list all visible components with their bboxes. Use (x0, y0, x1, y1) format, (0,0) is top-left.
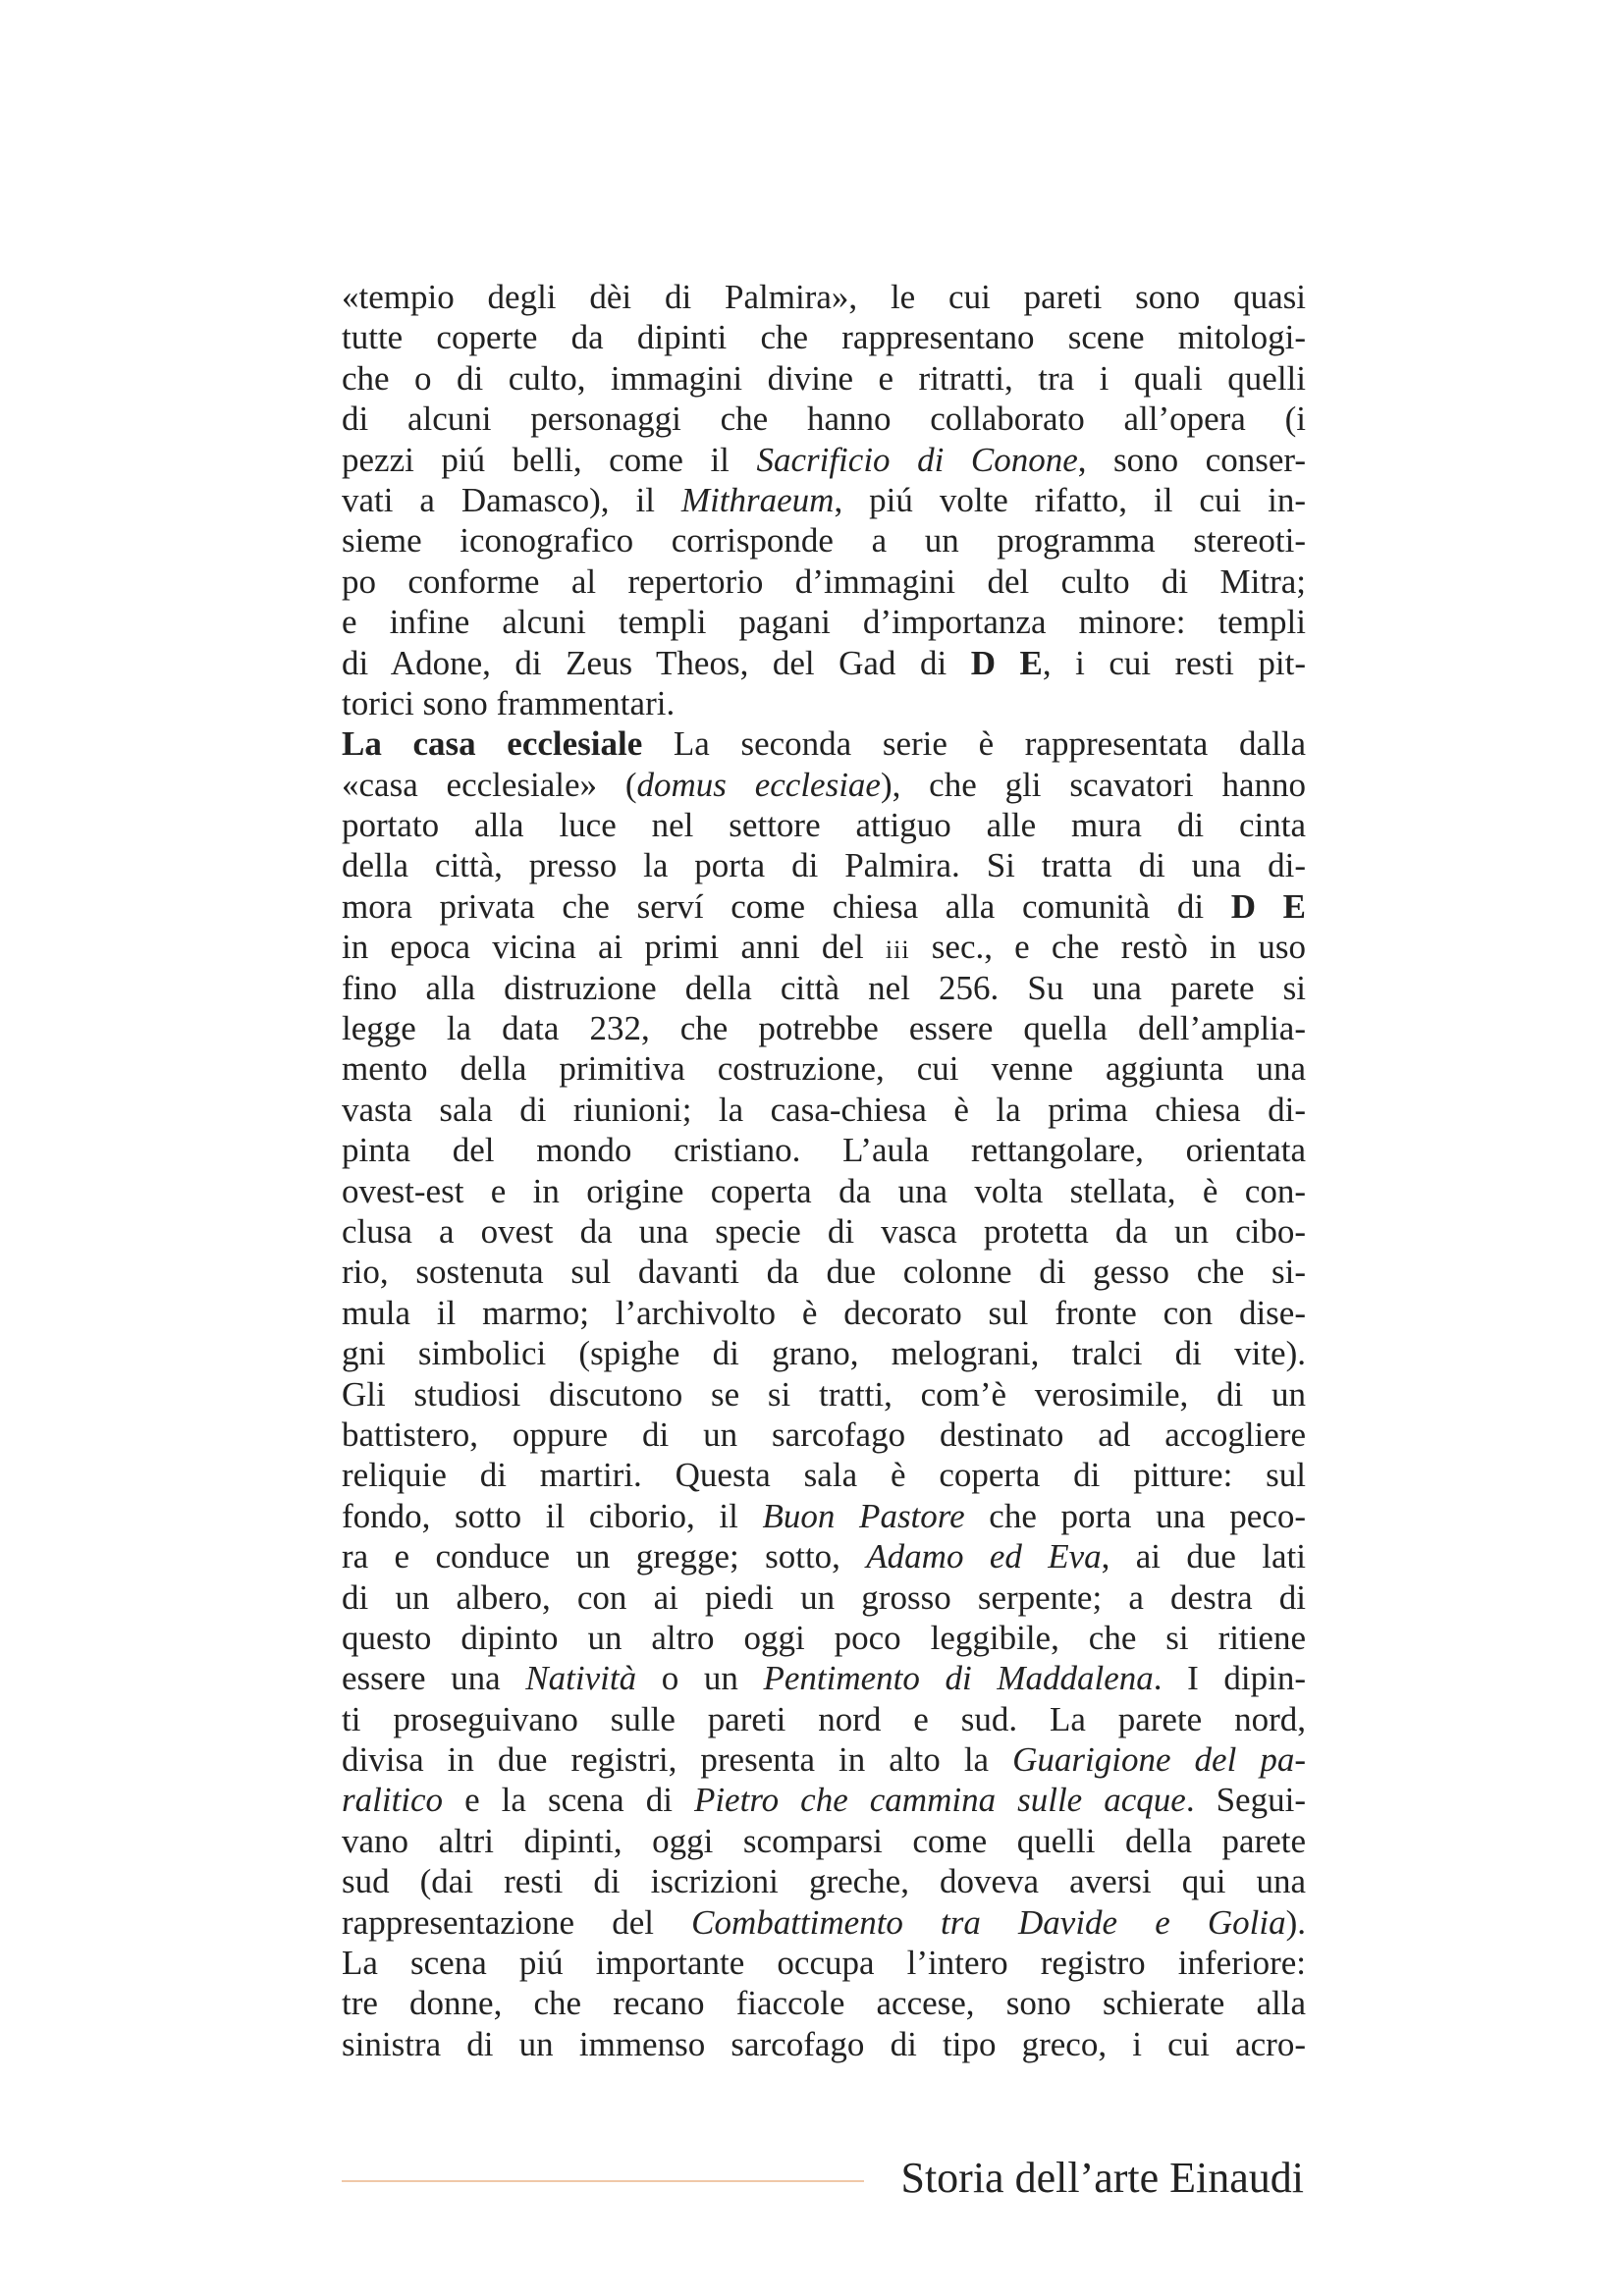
text-run: sinistra di un immenso sarcofago di tipo greco, i cui acro- (342, 2024, 1306, 2063)
text-run: sud (dai resti di iscrizioni greche, doveva aversi qui una (342, 1862, 1306, 1901)
text-run: , i cui resti pit- (1042, 643, 1306, 682)
text-run: vati a Damasco), il (342, 480, 681, 519)
text-run: mula il marmo; l’archivolto è decorato sul fronte con dise- (342, 1293, 1306, 1332)
text-run: La scena piú importante occupa l’intero registro inferiore: (342, 1944, 1306, 1983)
text-line (342, 1943, 1306, 1983)
text-run: essere una (342, 1659, 526, 1698)
italic-title: Mithraeum (680, 480, 835, 519)
text-run: po conforme al repertorio d’immagini del culto di Mitra; (342, 561, 1306, 601)
text-run: , piú volte rifatto, il cui in- (834, 480, 1306, 519)
text-run: mento della primitiva costruzione, cui venne aggiunta una (342, 1049, 1306, 1089)
text-line (342, 1658, 1306, 1698)
text-run: e la scena di (443, 1781, 694, 1820)
text-line (342, 480, 1306, 520)
text-run: torici sono frammentari. (342, 683, 676, 722)
text-line (342, 1415, 1306, 1455)
text-run: rio, sostenuta sul davanti da due colonne di gesso che si- (342, 1253, 1306, 1292)
text-line (342, 1821, 1306, 1861)
text-run: «tempio degli dèi di Palmira», le cui pareti sono quasi (342, 278, 1306, 316)
text-run: vano altri dipinti, oggi scomparsi come quelli della parete (342, 1821, 1306, 1860)
text-run: ti proseguivano sulle pareti nord e sud. La parete nord, (342, 1699, 1306, 1738)
text-run: tre donne, che recano fiaccole accese, sono schierate alla (342, 1984, 1306, 2023)
italic-title: Pentimento di Maddalena (763, 1659, 1154, 1698)
body-text (342, 277, 1306, 2064)
footer-title: Storia dell’arte Einaudi (900, 2154, 1304, 2202)
text-run: di alcuni personaggi che hanno collaborato all’opera (i (342, 400, 1306, 439)
bold-term: La casa ecclesiale (342, 724, 643, 764)
text-run: La seconda serie è rappresentata dalla (642, 724, 1306, 764)
text-line (342, 1699, 1306, 1739)
text-line (342, 1130, 1306, 1170)
text-line (342, 1577, 1306, 1618)
text-run: sec., e che restò in uso (909, 928, 1306, 967)
text-line (342, 927, 1306, 967)
text-run: ovest-est e in origine coperta da una volta stellata, è con- (342, 1171, 1306, 1210)
text-run: pezzi piú belli, come il (342, 440, 757, 479)
text-line (342, 1739, 1306, 1780)
text-run: portato alla luce nel settore attiguo alle mura di cinta (342, 806, 1306, 845)
text-run: . I dipin- (1153, 1659, 1307, 1698)
text-line (342, 358, 1306, 399)
text-run: mora privata che serví come chiesa alla comunità di (342, 886, 1231, 926)
text-run: o un (636, 1659, 764, 1698)
text-line (342, 277, 1306, 317)
bold-term: D E (970, 643, 1043, 682)
text-line (342, 1048, 1306, 1089)
text-line (342, 683, 1306, 723)
italic-title: Combattimento tra Davide e Golia (691, 1902, 1286, 1942)
text-run: battistero, oppure di un sarcofago destinato ad accogliere (342, 1415, 1306, 1454)
text-line (342, 1496, 1306, 1536)
italic-title: Pietro che cammina sulle acque (693, 1781, 1186, 1820)
text-line (342, 845, 1306, 885)
text-run: sieme iconografico corrisponde a un programma stereoti- (342, 521, 1306, 561)
text-run: e infine alcuni templi pagani d’importanza minore: templi (342, 603, 1306, 642)
text-line (342, 1902, 1306, 1943)
text-line (342, 1333, 1306, 1373)
text-run: . Segui- (1185, 1781, 1306, 1820)
italic-title: Adamo ed Eva (866, 1537, 1102, 1576)
text-line (342, 1983, 1306, 2023)
text-line (342, 1861, 1306, 1901)
text-line (342, 2024, 1306, 2064)
text-line (342, 1374, 1306, 1415)
text-line (342, 1455, 1306, 1495)
text-line (342, 765, 1306, 805)
text-run: Gli studiosi discutono se si tratti, com’è verosimile, di un (342, 1374, 1306, 1414)
text-run: legge la data 232, che potrebbe essere quella dell’amplia- (342, 1009, 1306, 1048)
bold-term: D E (1230, 886, 1307, 926)
text-run: ). (1285, 1902, 1306, 1942)
text-line (342, 440, 1306, 480)
text-run: , sono conser- (1077, 440, 1306, 479)
text-line (342, 1780, 1306, 1820)
italic-title: domus ecclesiae (636, 765, 881, 804)
text-line (342, 1618, 1306, 1658)
text-run: ), che gli scavatori hanno (880, 765, 1306, 804)
text-run: questo dipinto un altro oggi poco leggibile, che si ritiene (342, 1618, 1306, 1657)
text-line (342, 1171, 1306, 1211)
text-run: di Adone, di Zeus Theos, del Gad di (342, 643, 971, 682)
text-run: di un albero, con ai piedi un grosso serpente; a destra di (342, 1577, 1306, 1617)
text-run: gni simbolici (spighe di grano, melograni, tralci di vite). (342, 1334, 1306, 1373)
italic-title: Buon Pastore (762, 1496, 965, 1535)
text-run: ra e conduce un gregge; sotto, (342, 1537, 867, 1576)
text-run: della città, presso la porta di Palmira. Si tratta di una di- (342, 846, 1306, 885)
text-run: , ai due lati (1101, 1537, 1306, 1576)
italic-title: Guarigione del pa- (1012, 1740, 1306, 1780)
text-run: clusa a ovest da una specie di vasca protetta da un cibo- (342, 1211, 1306, 1251)
text-line (342, 723, 1306, 764)
text-run: che o di culto, immagini divine e ritratti, tra i quali quelli (342, 358, 1306, 398)
text-run: divisa in due registri, presenta in alto la (342, 1740, 1013, 1780)
text-run: fino alla distruzione della città nel 256. Su una parete si (342, 968, 1306, 1007)
text-run: tutte coperte da dipinti che rappresentano scene mitologi- (342, 318, 1306, 357)
text-run: pinta del mondo cristiano. L’aula rettangolare, orientata (342, 1131, 1306, 1170)
text-run: che porta una peco- (964, 1496, 1307, 1535)
text-line (342, 1090, 1306, 1130)
text-line (342, 805, 1306, 845)
small-caps-numeral: iii (885, 935, 910, 965)
text-line (342, 1293, 1306, 1333)
italic-title: Sacrificio di Conone (756, 440, 1078, 479)
text-run: vasta sala di riunioni; la casa-chiesa è la prima chiesa di- (342, 1090, 1306, 1129)
text-line (342, 602, 1306, 642)
text-line (342, 886, 1306, 927)
text-line (342, 643, 1306, 683)
text-line (342, 968, 1306, 1008)
footer-rule (342, 2180, 864, 2182)
text-run: in epoca vicina ai primi anni del (342, 928, 886, 967)
text-line (342, 1536, 1306, 1576)
italic-title: Natività (525, 1659, 637, 1698)
text-run: «casa ecclesiale» ( (342, 765, 637, 804)
text-line (342, 1211, 1306, 1252)
text-run: rappresentazione del (342, 1902, 692, 1942)
italic-title: ralitico (342, 1781, 444, 1820)
text-line (342, 561, 1306, 602)
text-line (342, 1008, 1306, 1048)
text-line (342, 1252, 1306, 1292)
text-run: fondo, sotto il ciborio, il (342, 1496, 763, 1535)
text-line (342, 520, 1306, 561)
text-line (342, 317, 1306, 357)
text-run: reliquie di martiri. Questa sala è coperta di pitture: sul (342, 1456, 1306, 1495)
text-line (342, 399, 1306, 439)
